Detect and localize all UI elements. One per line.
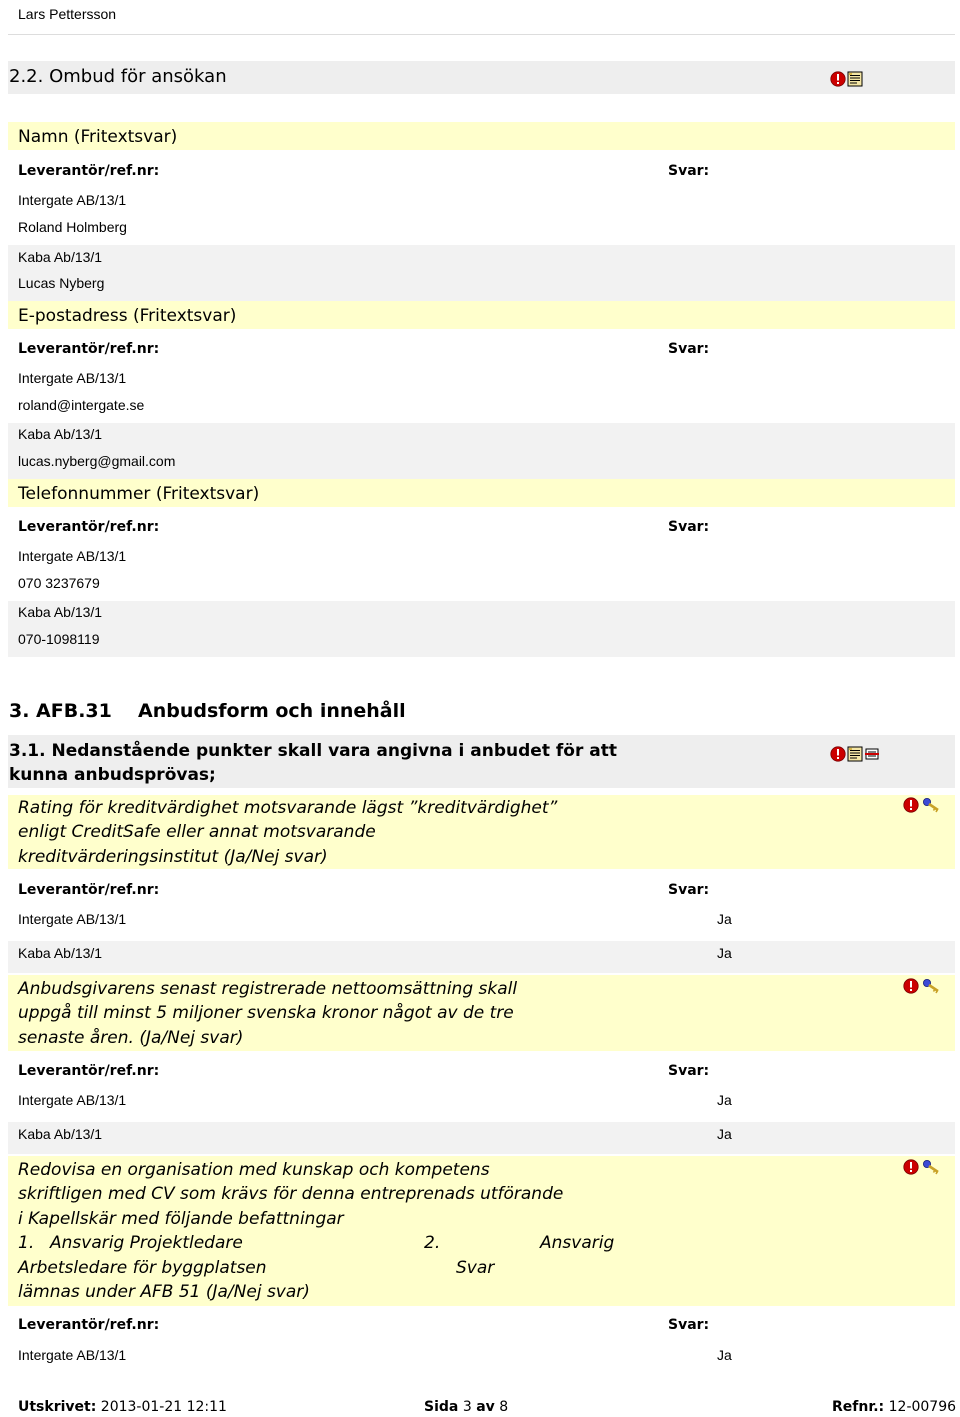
supplier-name: Kaba Ab/13/1 (18, 945, 103, 961)
question-title: Telefonnummer (Fritextsvar) (18, 484, 260, 504)
question-line-part: Ansvarig (540, 1233, 615, 1253)
warning-icon[interactable] (830, 746, 846, 762)
answer-row-alt (8, 941, 955, 973)
answer-value: Ja (717, 911, 732, 927)
supplier-name: Intergate AB/13/1 (18, 1092, 127, 1108)
footer-printed-value: 2013-01-21 12:11 (100, 1399, 227, 1415)
supplier-name: Kaba Ab/13/1 (18, 426, 103, 442)
answer-row-alt (8, 1122, 955, 1154)
supplier-name: Kaba Ab/13/1 (18, 1126, 103, 1142)
warning-icon[interactable] (903, 1159, 919, 1175)
key-icon[interactable] (921, 978, 941, 994)
footer-ref (832, 1399, 956, 1415)
question-line: i Kapellskär med följande befattningar (18, 1209, 344, 1229)
supplier-label: Leverantör/ref.nr: (18, 163, 160, 179)
answer-value: lucas.nyberg@gmail.com (18, 453, 176, 469)
answer-label: Svar: (668, 882, 710, 898)
question-title: Namn (Fritextsvar) (18, 127, 178, 147)
key-icon[interactable] (921, 1159, 941, 1175)
question-line: lämnas under AFB 51 (Ja/Nej svar) (18, 1282, 310, 1302)
question-line: Redovisa en organisation med kunskap och kompetens (18, 1160, 490, 1180)
no-print-icon[interactable] (864, 746, 880, 762)
supplier-label: Leverantör/ref.nr: (18, 519, 160, 535)
supplier-name: Intergate AB/13/1 (18, 1347, 127, 1363)
question-line: Arbetsledare för byggplatsen (18, 1258, 267, 1278)
footer-page-of: av (476, 1399, 495, 1415)
answer-value: Roland Holmberg (18, 219, 127, 235)
question-title: E-postadress (Fritextsvar) (18, 306, 237, 326)
question-line: kreditvärderingsinstitut (Ja/Nej svar) (18, 847, 328, 867)
answer-label: Svar: (668, 163, 710, 179)
supplier-label: Leverantör/ref.nr: (18, 1317, 160, 1333)
supplier-label: Leverantör/ref.nr: (18, 1063, 160, 1079)
answer-label: Svar: (668, 341, 710, 357)
answer-value: Ja (717, 1347, 732, 1363)
answer-value: Ja (717, 1092, 732, 1108)
question-line-part: 2. (424, 1233, 441, 1253)
chapter-number: 3. AFB.31 (9, 700, 112, 722)
answer-value: roland@intergate.se (18, 397, 145, 413)
question-line: senaste åren. (Ja/Nej svar) (18, 1028, 244, 1048)
answer-label: Svar: (668, 1063, 710, 1079)
subsection-title-line2: kunna anbudsprövas; (9, 765, 216, 785)
supplier-name: Kaba Ab/13/1 (18, 249, 103, 265)
footer-page (424, 1399, 508, 1415)
footer-page-label: Sida (424, 1399, 459, 1415)
author-name: Lars Pettersson (18, 6, 117, 22)
question-line: uppgå till minst 5 miljoner svenska kronor något av de tre (18, 1003, 514, 1023)
question-line-part: Svar (456, 1258, 495, 1278)
answer-row-alt (8, 423, 955, 479)
warning-icon[interactable] (903, 978, 919, 994)
subsection-title-line1: 3.1. Nedanstående punkter skall vara angivna i anbudet för att (9, 741, 617, 761)
footer-printed (18, 1399, 227, 1415)
supplier-name: Intergate AB/13/1 (18, 370, 127, 386)
question-line-part: 1. (18, 1233, 35, 1253)
note-icon[interactable] (847, 71, 863, 87)
key-icon[interactable] (921, 797, 941, 813)
warning-icon[interactable] (903, 797, 919, 813)
supplier-name: Intergate AB/13/1 (18, 192, 127, 208)
supplier-name: Intergate AB/13/1 (18, 548, 127, 564)
footer-page-current: 3 (462, 1399, 472, 1415)
note-icon[interactable] (847, 746, 863, 762)
header-divider (8, 34, 955, 35)
chapter-title: Anbudsform och innehåll (138, 700, 406, 722)
answer-label: Svar: (668, 519, 710, 535)
footer-ref-label: Refnr.: (832, 1399, 885, 1415)
answer-value: Ja (717, 945, 732, 961)
answer-value: 070 3237679 (18, 575, 100, 591)
answer-value: Ja (717, 1126, 732, 1142)
answer-value: 070-1098119 (18, 631, 100, 647)
answer-row-alt (8, 245, 955, 301)
question-line: Rating för kreditvärdighet motsvarande lägst ”kreditvärdighet” (18, 798, 558, 818)
question-line: Anbudsgivarens senast registrerade nettoomsättning skall (18, 979, 518, 999)
footer-printed-label: Utskrivet: (18, 1399, 97, 1415)
supplier-name: Kaba Ab/13/1 (18, 604, 103, 620)
answer-row-alt (8, 601, 955, 657)
answer-value: Lucas Nyberg (18, 275, 105, 291)
answer-label: Svar: (668, 1317, 710, 1333)
question-line: skriftligen med CV som krävs för denna entreprenads utförande (18, 1184, 564, 1204)
footer-ref-value: 12-00796 (888, 1399, 957, 1415)
supplier-label: Leverantör/ref.nr: (18, 341, 160, 357)
supplier-label: Leverantör/ref.nr: (18, 882, 160, 898)
question-line: enligt CreditSafe eller annat motsvarande (18, 822, 376, 842)
warning-icon[interactable] (830, 71, 846, 87)
supplier-name: Intergate AB/13/1 (18, 911, 127, 927)
question-line-part: Ansvarig Projektledare (50, 1233, 243, 1253)
section-title: 2.2. Ombud för ansökan (9, 66, 227, 87)
footer-page-total: 8 (499, 1399, 509, 1415)
